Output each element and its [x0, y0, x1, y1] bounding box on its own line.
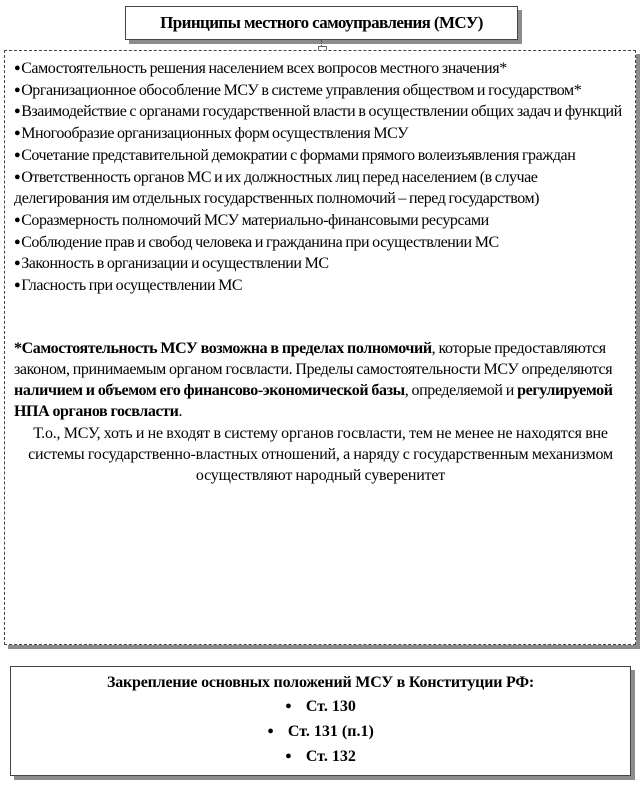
bullet-icon: ● — [14, 257, 21, 270]
diagram-title: Принципы местного самоуправления (МСУ) — [160, 13, 483, 32]
bullet-icon: ● — [14, 105, 21, 118]
bullet-icon: ● — [285, 750, 292, 762]
footnote-text — [14, 338, 627, 423]
article-item — [11, 744, 630, 769]
bullet-icon: ● — [14, 213, 21, 226]
principle-item — [14, 145, 627, 167]
principle-text: Взаимодействие с органами государственной власти в осуществлении общих задач и функций — [21, 103, 622, 121]
bullet-icon: ● — [267, 725, 274, 737]
footnote-bold: регулируемой НПА органов госвласти — [14, 382, 613, 421]
bullet-icon: ● — [14, 279, 21, 292]
footnote-bold: наличием и объемом его финансово-экономической базы — [14, 382, 405, 400]
principle-text: Ответственность органов МС и их должностных лиц перед населением (в случае делегирования им отдельных государственных полномочий – перед государством) — [14, 168, 539, 208]
constitution-title: Закрепление основных положений МСУ в Конституции РФ: — [106, 674, 534, 691]
bullet-icon: ● — [14, 83, 21, 96]
footnote-summary: Т.о., МСУ, хоть и не входят в систему органов госвласти, тем не менее не находятся вне системы государственно-властных отношений, а наряду с государственным механизмом осуществляют народный суверенитет — [28, 424, 613, 484]
footnote-bold: *Самостоятельность МСУ возможна в пределах полномочий — [14, 339, 432, 357]
bullet-icon: ● — [14, 127, 21, 140]
principle-item — [14, 123, 627, 145]
principle-item — [14, 101, 627, 123]
article-label: Ст. 132 — [305, 748, 356, 765]
title-box — [125, 6, 518, 40]
footnote-plain: . — [178, 403, 183, 421]
article-label: Ст. 130 — [305, 698, 356, 715]
principle-text: Самостоятельность решения населением всех вопросов местного значения* — [21, 60, 507, 77]
principle-item — [14, 80, 627, 102]
principle-item — [14, 275, 627, 297]
bullet-icon: ● — [14, 62, 21, 74]
bullet-icon: ● — [14, 148, 21, 161]
principle-item — [14, 167, 627, 210]
principle-item — [14, 232, 627, 254]
principles-box — [4, 50, 636, 645]
principle-text: Организационное обособление МСУ в системе управления обществом и государством* — [21, 81, 582, 99]
article-item — [11, 694, 630, 719]
principle-text: Законность в организации и осуществлении МС — [21, 255, 329, 273]
footnote-plain: , определяемой и — [404, 382, 518, 400]
footnote-plain: , которые предоставляются законом, принимаемым органом госвласти. Пределы самостоятельности МСУ определяются — [14, 339, 613, 378]
article-item — [11, 719, 630, 744]
constitution-box — [10, 666, 631, 776]
principle-item — [14, 58, 627, 80]
principle-text: Многообразие организационных форм осуществления МСУ — [21, 125, 409, 143]
principle-text: Соблюдение прав и свобод человека и гражданина при осуществлении МС — [21, 233, 499, 251]
principle-text: Сочетание представительной демократии с формами прямого волеизъявления граждан — [21, 146, 576, 164]
bullet-icon: ● — [14, 170, 21, 183]
principle-text: Соразмерность полномочий МСУ материально-финансовыми ресурсами — [21, 211, 489, 229]
principle-item — [14, 253, 627, 275]
bullet-icon: ● — [285, 700, 292, 712]
bullet-icon: ● — [14, 235, 21, 248]
principle-text: Гласность при осуществлении МС — [21, 277, 243, 295]
principle-item — [14, 210, 627, 232]
footnote — [14, 338, 627, 486]
article-label: Ст. 131 (п.1) — [287, 723, 374, 740]
